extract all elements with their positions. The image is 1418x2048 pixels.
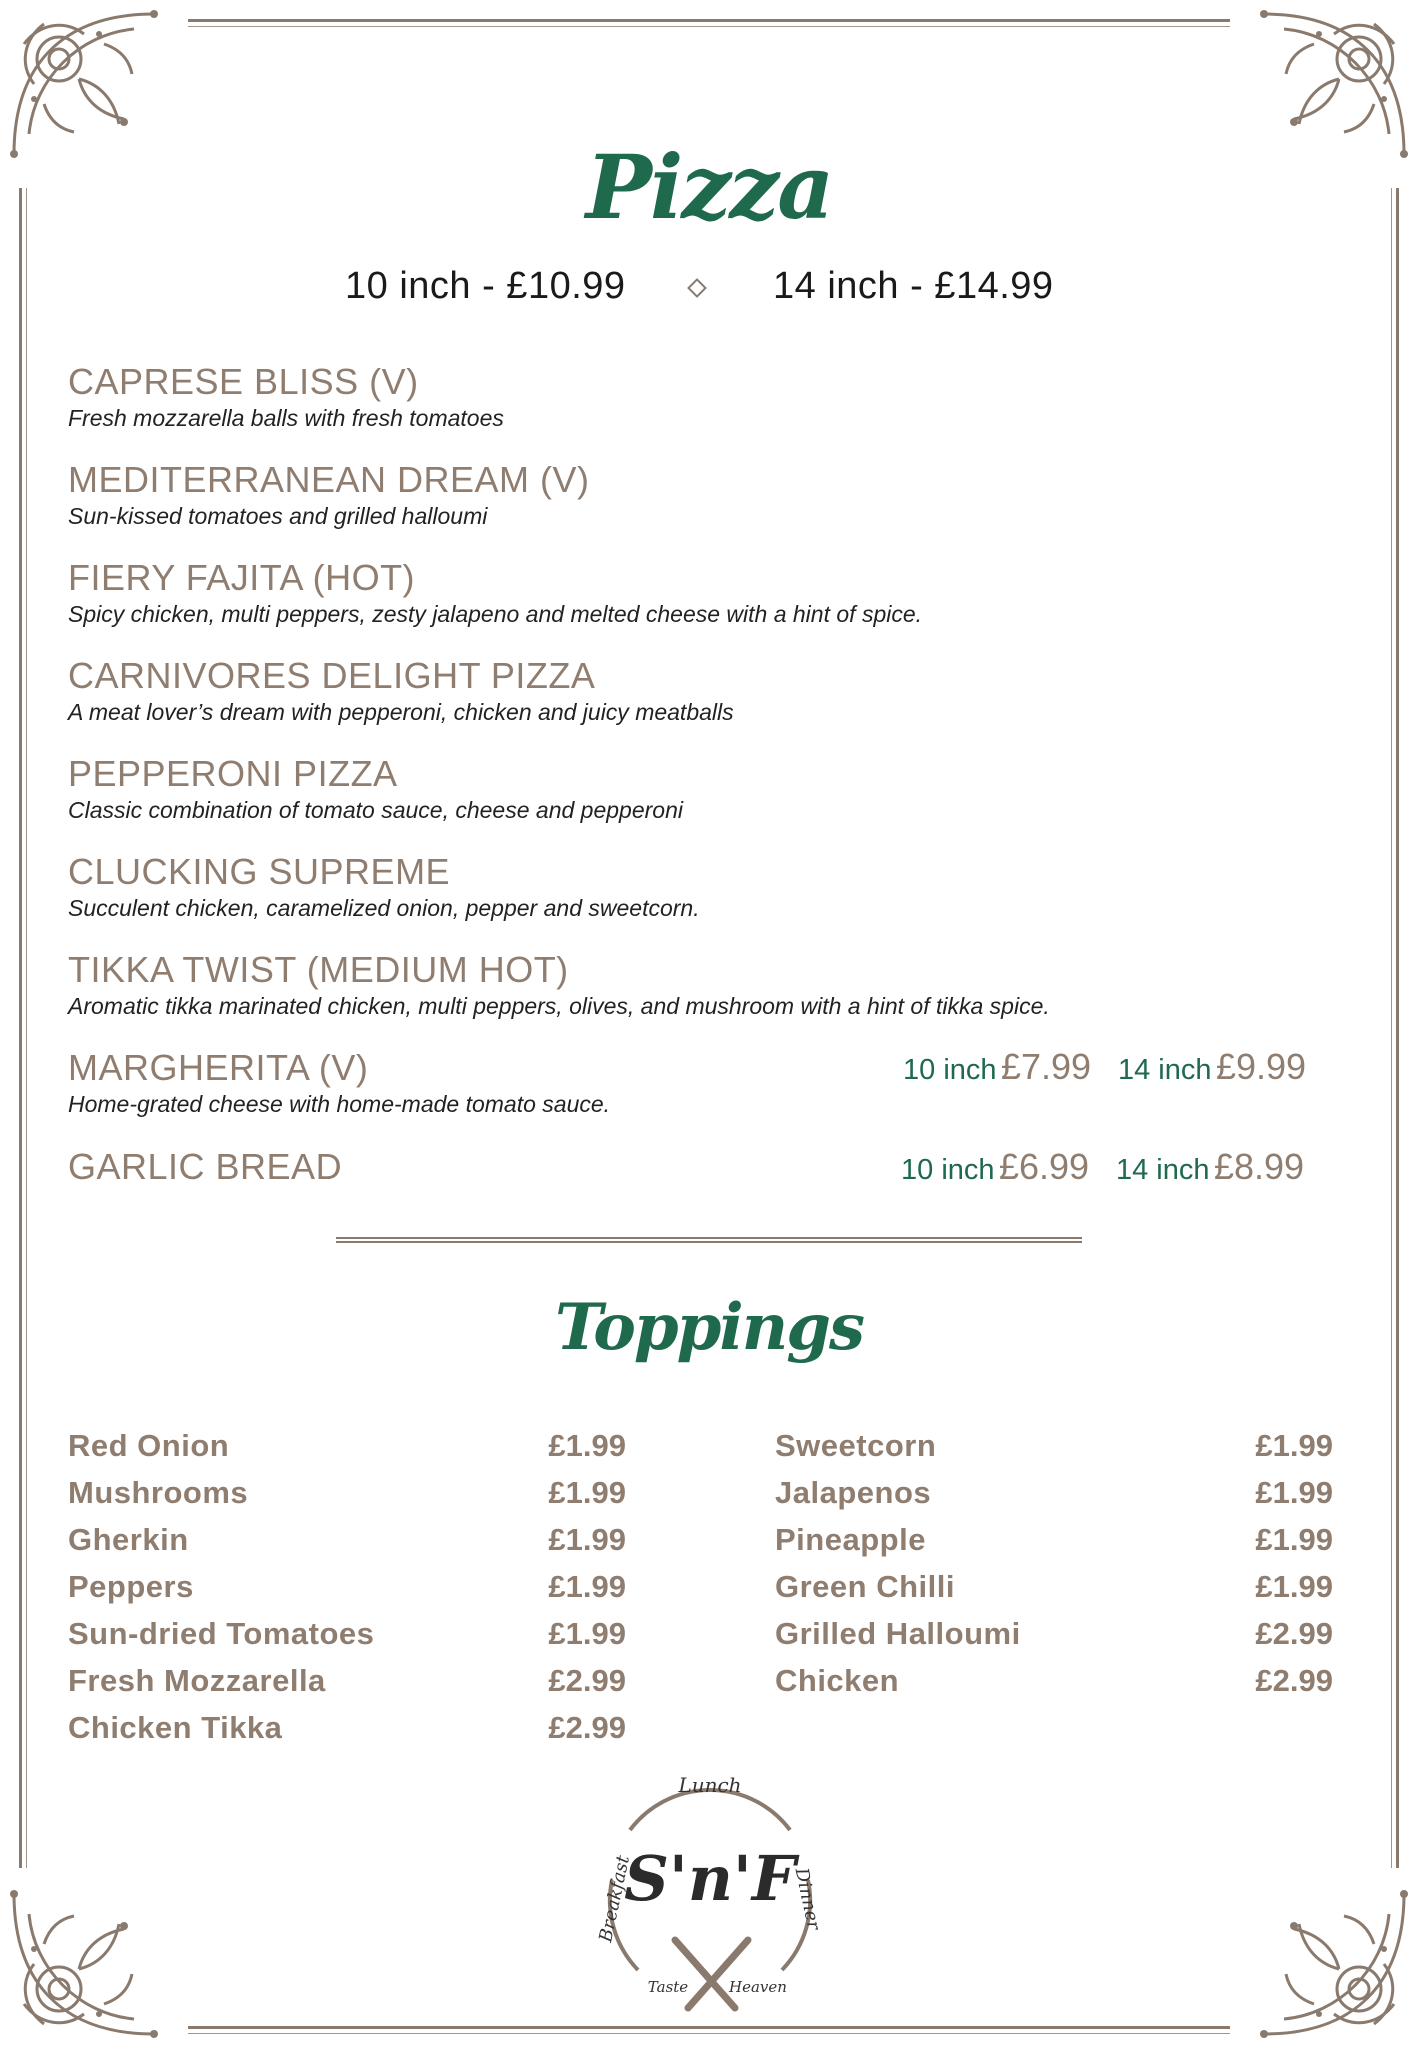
frame-top-line — [188, 19, 1230, 22]
menu-item — [68, 950, 1050, 1020]
item-description: Sun-kissed tomatoes and grilled halloumi — [68, 503, 488, 529]
menu-item-margherita — [68, 1048, 610, 1118]
frame-left-line — [19, 188, 22, 1868]
topping-price: £2.99 — [1255, 1663, 1333, 1698]
topping-price: £1.99 — [1255, 1475, 1333, 1510]
menu-item — [68, 558, 922, 628]
topping-name: Pineapple — [775, 1522, 926, 1557]
topping-name: Red Onion — [68, 1428, 230, 1463]
topping-price: £1.99 — [548, 1616, 626, 1651]
logo-top-text: Lunch — [678, 1773, 742, 1797]
price-size-label: 14 inch — [1115, 1154, 1210, 1186]
corner-ornament-bottom-left — [4, 1874, 174, 2044]
topping-price: £1.99 — [548, 1475, 626, 1510]
topping-name: Mushrooms — [68, 1475, 249, 1510]
item-name: MEDITERRANEAN DREAM (V) — [68, 459, 590, 500]
topping-price: £1.99 — [548, 1428, 626, 1463]
logo-bottom-left-text: Taste — [647, 1978, 689, 1996]
topping-name: Gherkin — [68, 1522, 189, 1557]
price-value: £8.99 — [1213, 1146, 1305, 1187]
logo-right-text: Dinner — [790, 1866, 825, 1932]
item-description: Succulent chicken, caramelized onion, pepper and sweetcorn. — [68, 895, 700, 921]
fork-knife-icon — [675, 1940, 748, 2008]
item-name: CARNIVORES DELIGHT PIZZA — [68, 655, 596, 696]
garlic-bread-prices — [901, 1146, 1304, 1188]
topping-price: £1.99 — [548, 1569, 626, 1604]
topping-name: Grilled Halloumi — [775, 1616, 1021, 1651]
topping-name: Peppers — [68, 1569, 194, 1604]
topping-price: £2.99 — [1255, 1616, 1333, 1651]
logo-bottom-right-text: Heaven — [729, 1978, 787, 1996]
restaurant-logo — [590, 1770, 830, 2020]
topping-name: Chicken Tikka — [68, 1710, 283, 1745]
menu-item — [68, 852, 700, 922]
corner-ornament-bottom-right — [1244, 1874, 1414, 2044]
price-value: £6.99 — [998, 1146, 1090, 1187]
topping-name: Sweetcorn — [775, 1428, 937, 1463]
frame-bottom-line — [188, 2026, 1230, 2029]
toppings-title: Toppings — [554, 1290, 864, 1365]
section-divider — [336, 1237, 1082, 1243]
logo-left-text: Breakfast — [595, 1853, 635, 1945]
logo-monogram: S'n'F — [624, 1842, 796, 1915]
topping-price: £1.99 — [548, 1522, 626, 1557]
item-description: Fresh mozzarella balls with fresh tomatoes — [68, 405, 504, 431]
price-value: £9.99 — [1215, 1046, 1307, 1087]
menu-item — [68, 754, 683, 824]
topping-price: £1.99 — [1255, 1569, 1333, 1604]
item-name: TIKKA TWIST (MEDIUM HOT) — [68, 949, 569, 990]
item-name: PEPPERONI PIZZA — [68, 753, 398, 794]
price-size-label: 10 inch — [903, 1054, 997, 1086]
item-name: MARGHERITA (V) — [68, 1047, 369, 1088]
frame-right-line-inner — [1391, 188, 1392, 1868]
frame-right-line — [1396, 188, 1399, 1868]
item-description: Classic combination of tomato sauce, cheese and pepperoni — [68, 797, 683, 823]
topping-price: £2.99 — [548, 1710, 626, 1745]
diamond-separator-icon — [687, 278, 707, 298]
frame-bottom-line-inner — [188, 2033, 1230, 2034]
price-size-label: 10 inch — [901, 1154, 995, 1186]
topping-name: Chicken — [775, 1663, 900, 1698]
price-value: £7.99 — [1000, 1046, 1092, 1087]
menu-item — [68, 656, 734, 726]
frame-left-line-inner — [26, 188, 27, 1868]
price-size-label: 14 inch — [1117, 1054, 1212, 1086]
item-description: A meat lover’s dream with pepperoni, chicken and juicy meatballs — [68, 699, 734, 725]
topping-price: £1.99 — [1255, 1428, 1333, 1463]
item-name: CLUCKING SUPREME — [68, 851, 451, 892]
item-name: GARLIC BREAD — [68, 1146, 343, 1187]
menu-item — [68, 460, 590, 530]
frame-top-line-inner — [188, 26, 1230, 27]
topping-price: £1.99 — [1255, 1522, 1333, 1557]
topping-name: Green Chilli — [775, 1569, 955, 1604]
menu-item — [68, 362, 504, 432]
pizza-title: Pizza — [585, 135, 833, 239]
item-description: Home-grated cheese with home-made tomato sauce. — [68, 1091, 611, 1117]
item-name: FIERY FAJITA (HOT) — [68, 557, 416, 598]
topping-price: £2.99 — [548, 1663, 626, 1698]
topping-name: Jalapenos — [775, 1475, 932, 1510]
margherita-prices — [903, 1046, 1306, 1088]
item-description: Spicy chicken, multi peppers, zesty jalapeno and melted cheese with a hint of spice. — [68, 601, 923, 627]
size-10-price: 10 inch - £10.99 — [345, 265, 626, 307]
size-14-price: 14 inch - £14.99 — [773, 265, 1054, 307]
item-description: Aromatic tikka marinated chicken, multi peppers, olives, and mushroom with a hint of tikka spice. — [68, 993, 1050, 1019]
menu-item-garlic-bread — [68, 1147, 342, 1187]
topping-name: Fresh Mozzarella — [68, 1663, 326, 1698]
item-name: CAPRESE BLISS (V) — [68, 361, 419, 402]
topping-name: Sun-dried Tomatoes — [68, 1616, 375, 1651]
